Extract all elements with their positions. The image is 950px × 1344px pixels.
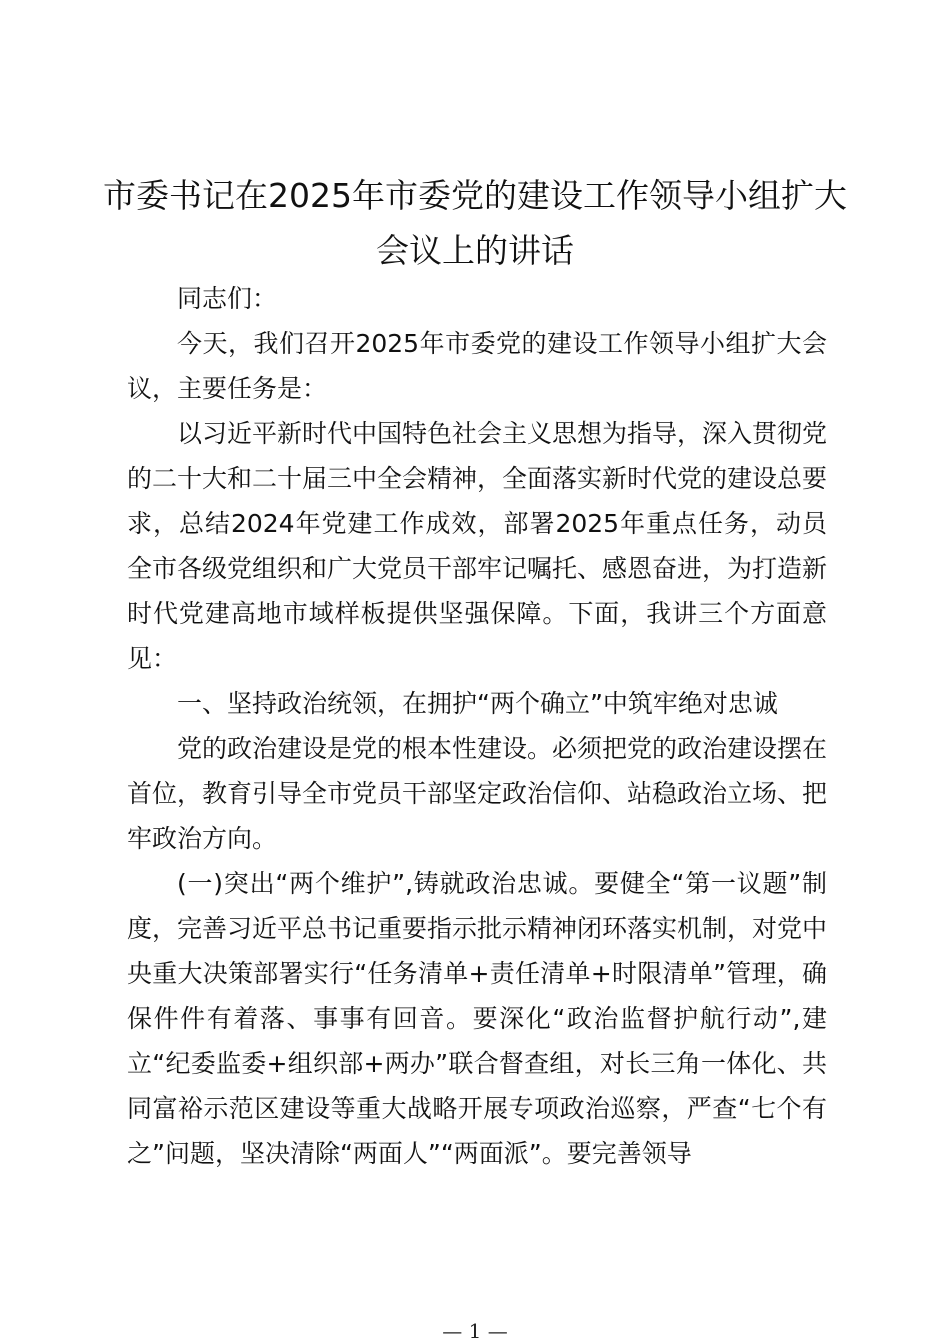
document-body [127, 276, 827, 1176]
page-number: — 1 — [442, 1319, 508, 1343]
salutation: 同志们： [177, 284, 278, 313]
document-title: 市委书记在2025年市委党的建设工作领导小组扩大会议上的讲话 [103, 176, 847, 270]
paragraph-subsection-1: (一)突出“两个维护”,铸就政治忠诚。要健全“第一议题”制度，完善习近平总书记重要指示批示精神闭环落实机制，对党中央重大决策部署实行“任务清单+责任清单+时限清单”管理，确保件件有着落、事事有回音。要深化“政治监督护航行动”,建立“纪委监委+组织部+两办”联合督查组，对长三角一体化、共同富裕示范区建设等重大战略开展专项政治巡察，严查“七个有之”问题，坚决清除“两面人”“两面派”。要完善领导 [127, 869, 828, 1168]
paragraph-political-building: 党的政治建设是党的根本性建设。必须把党的政治建设摆在首位，教育引导全市党员干部坚定政治信仰、站稳政治立场、把牢政治方向。 [127, 734, 828, 853]
section-heading-1: 一、坚持政治统领，在拥护“两个确立”中筑牢绝对忠诚 [177, 689, 778, 718]
paragraph-intro: 今天，我们召开2025年市委党的建设工作领导小组扩大会议，主要任务是： [127, 329, 827, 403]
paragraph-guidance: 以习近平新时代中国特色社会主义思想为指导，深入贯彻党的二十大和二十届三中全会精神，全面落实新时代党的建设总要求，总结2024年党建工作成效，部署2025年重点任务，动员全市各级党组织和广大党员干部牢记嘱托、感恩奋进，为打造新时代党建高地市域样板提供坚强保障。下面，我讲三个方面意见： [127, 419, 828, 673]
